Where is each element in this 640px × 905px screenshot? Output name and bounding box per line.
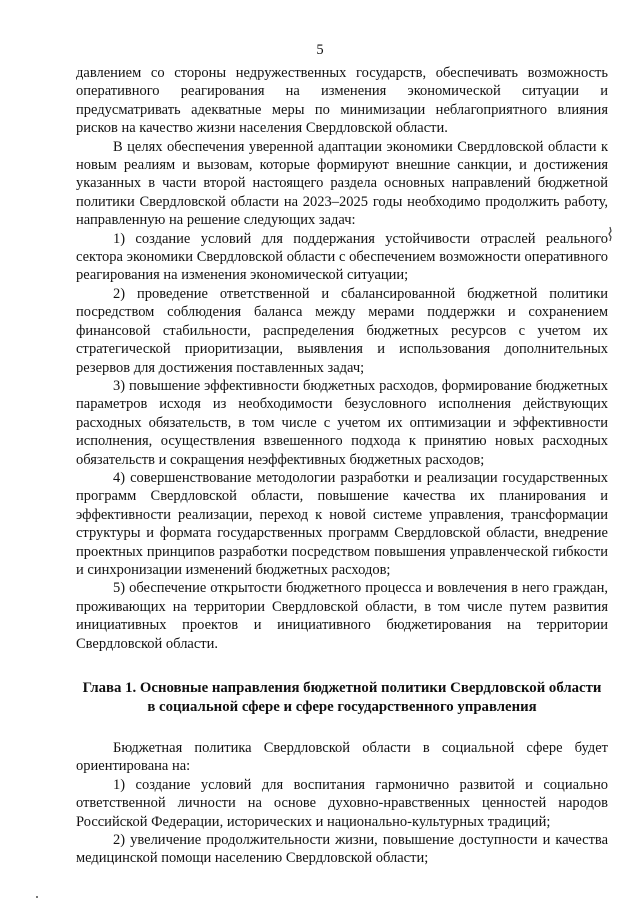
paragraph: 5) обеспечение открытости бюджетного процесса и вовлечения в него граждан, проживающих на территории Свердловской области, в том числе путем развития инициативных проектов и инициативного бюджетирования на территории Свердловской области.	[76, 580, 608, 652]
scan-speck	[36, 896, 38, 898]
margin-mark-icon	[606, 226, 614, 242]
page-number: 5	[316, 42, 324, 58]
paragraph: давлением со стороны недружественных государств, обеспечивать возможность оперативного реагирования на изменения экономической ситуации и предусматривать адекватные меры по минимизации неблагоприятного влияния рисков на качество жизни населения Свердловской области.	[76, 65, 608, 137]
paragraph-group-social	[76, 739, 608, 868]
chapter-heading-line-1: Глава 1. Основные направления бюджетной политики Свердловской области	[82, 680, 602, 696]
paragraph: 3) повышение эффективности бюджетных расходов, формирование бюджетных параметров исходя из необходимости безусловного исполнения действующих расходных обязательств, в том числе с учетом их оптимизации и эффективности исполнения, осуществления взвешенного подхода к принятию новых расходных обязательств и сокращения неэффективных бюджетных расходов;	[76, 377, 608, 468]
document-body	[76, 64, 608, 868]
paragraph: Бюджетная политика Свердловской области в социальной сфере будет ориентирована на:	[76, 740, 608, 775]
chapter-heading-line-2: в социальной сфере и сфере государственного управления	[147, 699, 537, 715]
paragraph: 1) создание условий для поддержания устойчивости отраслей реального сектора экономики Свердловской области с обеспечением возможности оперативного реагирования на изменения экономической ситуации;	[76, 230, 608, 284]
paragraph: В целях обеспечения уверенной адаптации экономики Свердловской области к новым реалиям и вызовам, которые формируют внешние санкции, и достижения указанных в части второй настоящего раздела основных направлений бюджетной политики Свердловской области на 2023–2025 годы необходимо продолжить работу, направленную на решение следующих задач:	[76, 138, 608, 229]
paragraph: 1) создание условий для воспитания гармонично развитой и социально ответственной личности на основе духовно-нравственных ценностей народов Российской Федерации, исторических и национально-культурных традиций;	[76, 776, 608, 830]
paragraph: 4) совершенствование методологии разработки и реализации государственных программ Свердловской области, повышение качества их планирования и эффективности реализации, переход к новой системе управления, трансформации структуры и формата государственных программ Свердловской области, внедрение проектных принципов разработки посредством повышения управленческой гибкости и синхронизации изменений бюджетных расходов;	[76, 469, 608, 578]
paragraph: 2) проведение ответственной и сбалансированной бюджетной политики посредством соблюдения баланса между мерами поддержки и сохранением финансовой стабильности, распределения бюджетных ресурсов с учетом их стратегической приоритизации, выявления и использования дополнительных резервов для достижения поставленных задач;	[76, 285, 608, 376]
paragraph: 2) увеличение продолжительности жизни, повышение доступности и качества медицинской помощи населению Свердловской области;	[76, 832, 608, 867]
paragraph-group-intro	[76, 64, 608, 653]
chapter-heading	[76, 679, 608, 717]
